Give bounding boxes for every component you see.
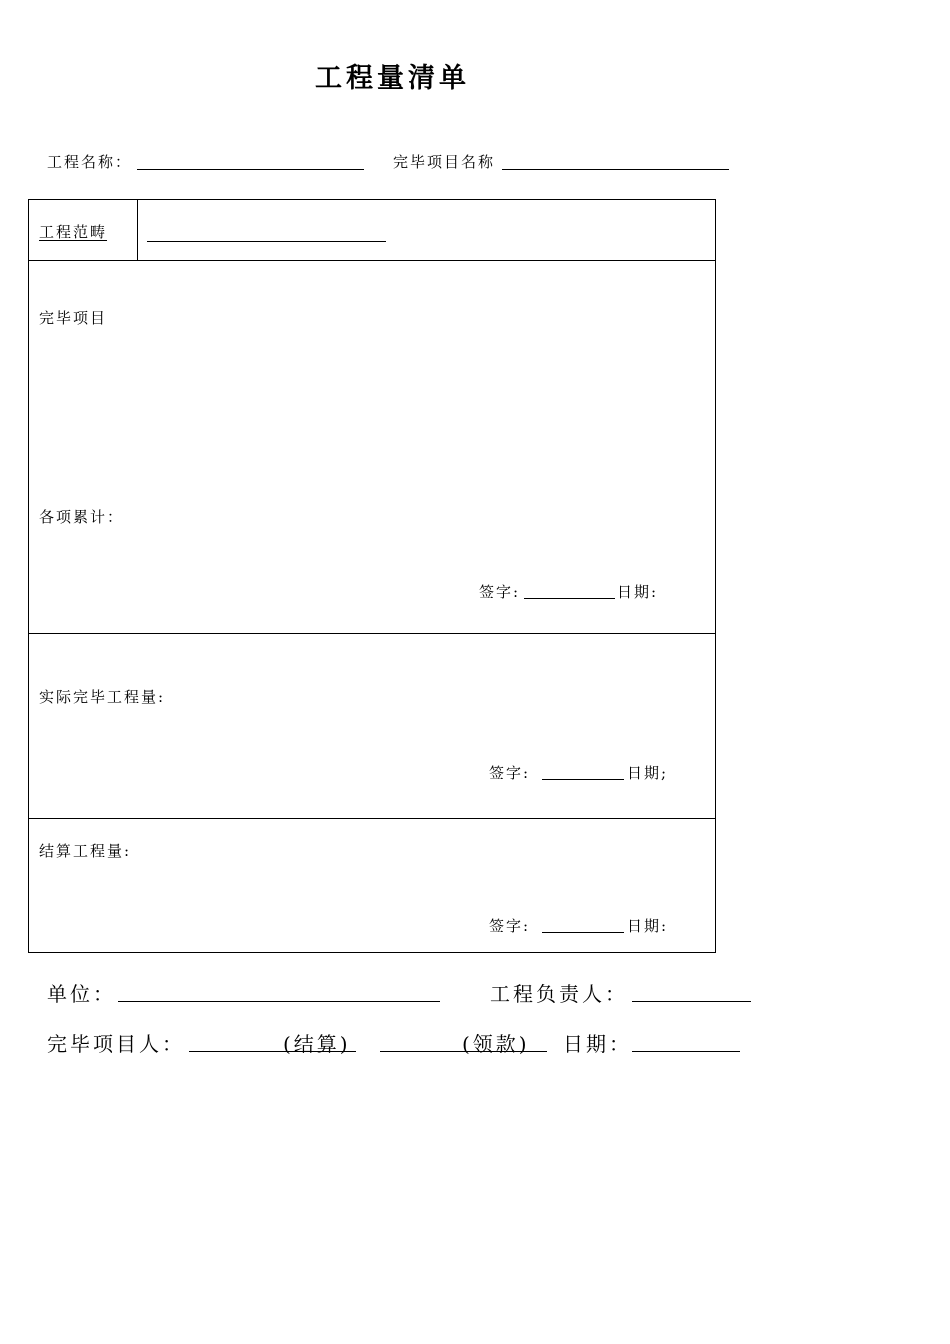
sign-field[interactable]	[542, 932, 624, 933]
actual-quantity-label: 实际完毕工程量:	[39, 688, 166, 706]
row-divider	[29, 818, 715, 819]
document-title: 工程量清单	[315, 63, 470, 94]
date-field[interactable]	[632, 1051, 740, 1052]
column-divider	[137, 200, 138, 260]
quantity-table	[28, 199, 716, 953]
collect-bracket: (领款)	[462, 1032, 530, 1056]
cumulative-label: 各项累计：	[39, 508, 125, 526]
sign-label: 签字:	[489, 764, 531, 782]
row-divider	[29, 633, 715, 634]
project-name-label: 工程名称：	[47, 153, 133, 171]
date-label: 日期：	[563, 1032, 632, 1056]
sign-field[interactable]	[524, 598, 615, 599]
item-name-label: 完毕项目名称	[393, 153, 496, 171]
sign-field[interactable]	[542, 779, 624, 780]
sign-label: 签字:	[489, 917, 531, 935]
manager-label: 工程负责人：	[490, 982, 628, 1006]
items-label: 完毕项目	[39, 309, 108, 327]
settlement-quantity-label: 结算工程量:	[39, 842, 132, 860]
scope-label: 工程范畴	[39, 223, 108, 241]
unit-label: 单位：	[47, 982, 116, 1006]
sign-label: 签字:	[479, 583, 521, 601]
date-label: 日期;	[627, 764, 669, 782]
manager-field[interactable]	[632, 1001, 751, 1002]
date-label: 日期:	[627, 917, 669, 935]
settle-bracket: (结算)	[283, 1032, 351, 1056]
project-name-field[interactable]	[137, 169, 364, 170]
row-divider	[29, 260, 715, 261]
scope-field[interactable]	[147, 241, 386, 242]
person-label: 完毕项目人：	[47, 1032, 185, 1056]
unit-field[interactable]	[118, 1001, 440, 1002]
item-name-field[interactable]	[502, 169, 729, 170]
date-label: 日期:	[617, 583, 659, 601]
